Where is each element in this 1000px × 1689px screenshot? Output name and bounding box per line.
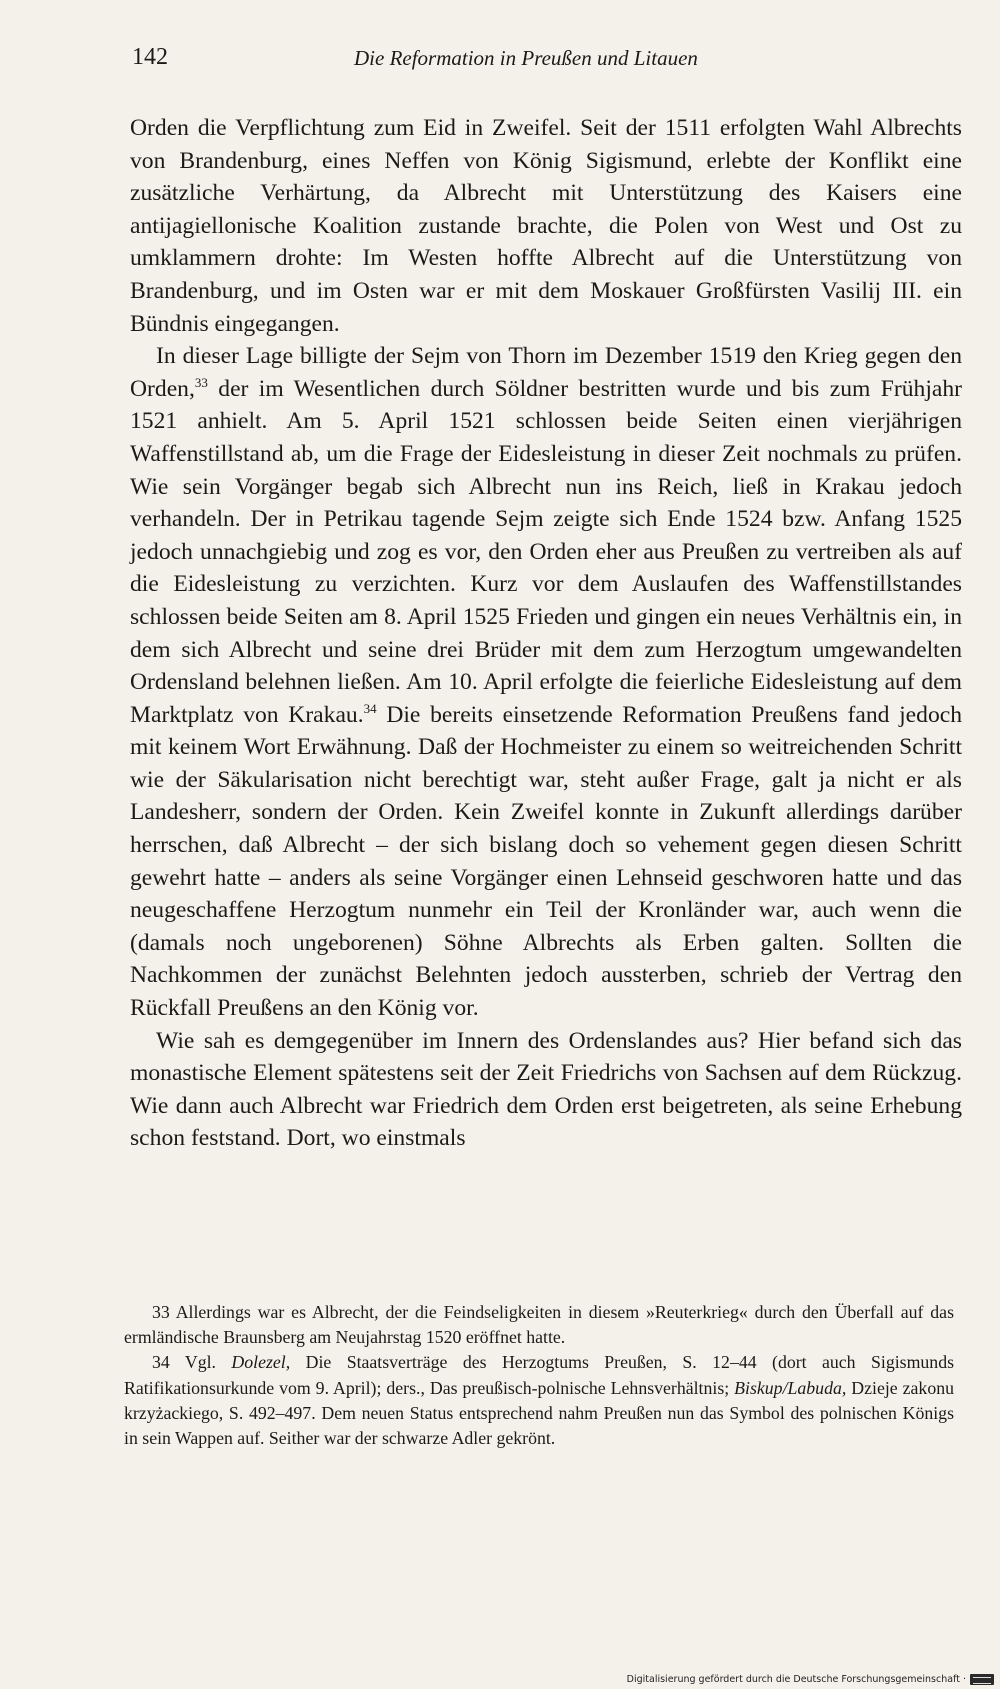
- paragraph-2-text-a: In dieser Lage billigte der Sejm von Thorn im Dezember 1519 den Krieg gegen den Orden,: [130, 343, 962, 402]
- paragraph-2-text-c: Die bereits einsetzende Reformation Preußens fand jedoch mit keinem Wort Erwähnung. Daß der Hochmeister zu einem so weitreichenden Schritt wie der Säkularisation nicht berechtigt war, steht außer Frage, galt ja nicht er als Landesherr, sondern der Orden. Kein Zweifel konnte in Zukunft allerdings darüber herrschen, daß Albrecht – der sich bislang doch so vehement gegen diesen Schritt gewehrt hatte – anders als seine Vorgänger einen Lehnseid geschworen hatte und das neugeschaffene Herzogtum nunmehr ein Teil der Kronländer war, auch wenn die (damals noch ungeborenen) Söhne Albrechts als Erben galten. Sollten die Nachkommen der zunächst Belehnten jedoch aussterben, schrieb der Vertrag den Rückfall Preußens an den König vor.: [130, 701, 963, 1022]
- footnote-34-text-b: Die Staatsverträge des Herzogtums Preußen, S. 12–44 (dort auch Sigismunds Ratifikationsurkunde vom 9. April); ders., Das preußisch-polnische Lehnsverhältnis;: [124, 1352, 954, 1398]
- digitization-note: Digitalisierung gefördert durch die Deutsche Forschungsgemeinschaft ·: [626, 1674, 966, 1685]
- main-text: [130, 112, 962, 1155]
- page-number: 142: [132, 44, 168, 70]
- footnote-33-text: Allerdings war es Albrecht, der die Feindseligkeiten in diesem »Reuterkrieg« durch den Überfall auf das ermländische Braunsberg am Neujahrstag 1520 eröffnet hatte.: [124, 1302, 954, 1348]
- page-header: [132, 44, 962, 84]
- digitization-footer: [627, 1674, 994, 1685]
- footnote-ref-34[interactable]: 34: [363, 700, 377, 716]
- paragraph-3: [130, 1025, 962, 1155]
- footnote-34-author-2: Biskup/Labuda,: [734, 1377, 847, 1398]
- paragraph-2: [130, 340, 962, 1024]
- footnotes: [124, 1300, 954, 1451]
- paragraph-1: [130, 112, 962, 340]
- paragraph-3-text: Wie sah es demgegenüber im Innern des Ordenslandes aus? Hier befand sich das monastische Element spätestens seit der Zeit Friedrichs von Sachsen auf dem Rückzug. Wie dann auch Albrecht war Friedrich dem Orden erst beigetreten, als seine Erhebung schon feststand. Dort, wo einstmals: [130, 1027, 962, 1152]
- footnote-33: [124, 1300, 954, 1350]
- footnote-33-number: 33: [152, 1302, 170, 1322]
- paragraph-2-text-b: der im Wesentlichen durch Söldner bestritten wurde und bis zum Frühjahr 1521 anhielt. Am 5. April 1521 schlossen beide Seiten einen vierjährigen Waffenstillstand ab, um die Frage der Eidesleistung in dieser Zeit nochmals zu prüfen. Wie sein Vorgänger begab sich Albrecht nun ins Reich, ließ in Krakau jedoch verhandeln. Der in Petrikau tagende Sejm zeigte sich Ende 1524 bzw. Anfang 1525 jedoch unnachgiebig und zog es vor, den Orden eher aus Preußen zu vertreiben als auf die Eidesleistung zu verzichten. Kurz vor dem Auslaufen des Waffenstillstandes schlossen beide Seiten am 8. April 1525 Frieden und gingen ein neues Verhältnis ein, in dem sich Albrecht und seine drei Brüder mit dem zum Herzogtum umgewandelten Ordensland belehnen ließen. Am 10. April erfolgte die feierliche Eidesleistung auf dem Marktplatz von Krakau.: [130, 375, 962, 728]
- footnote-ref-33[interactable]: 33: [194, 374, 208, 390]
- running-title: Die Reformation in Preußen und Litauen: [354, 46, 698, 70]
- dfg-logo-icon: [970, 1674, 994, 1685]
- footnote-34-number: 34: [152, 1352, 170, 1373]
- footnote-34-text-a: Vgl.: [169, 1352, 232, 1373]
- footnote-34-text-c: Dzieje zakonu krzyżackiego, S. 492–497. Dem neuen Status entsprechend nahm Preußen nun das Symbol des polnischen Königs in sein Wappen auf. Seither war der schwarze Adler gekrönt.: [124, 1377, 954, 1449]
- paragraph-1-text: Orden die Verpflichtung zum Eid in Zweifel. Seit der 1511 erfolgten Wahl Albrechts von Brandenburg, eines Neffen von König Sigismund, erlebte der Konflikt eine zusätzliche Verhärtung, da Albrecht mit Unterstützung des Kaisers eine antijagiellonische Koalition zustande brachte, die Polen von West und Ost zu umklammern drohte: Im Westen hoffte Albrecht auf die Unterstützung von Brandenburg, und im Osten war er mit dem Moskauer Großfürsten Vasilij III. ein Bündnis eingegangen.: [130, 115, 962, 337]
- footnote-34: [124, 1350, 954, 1451]
- footnote-34-author-1: Dolezel,: [231, 1352, 291, 1373]
